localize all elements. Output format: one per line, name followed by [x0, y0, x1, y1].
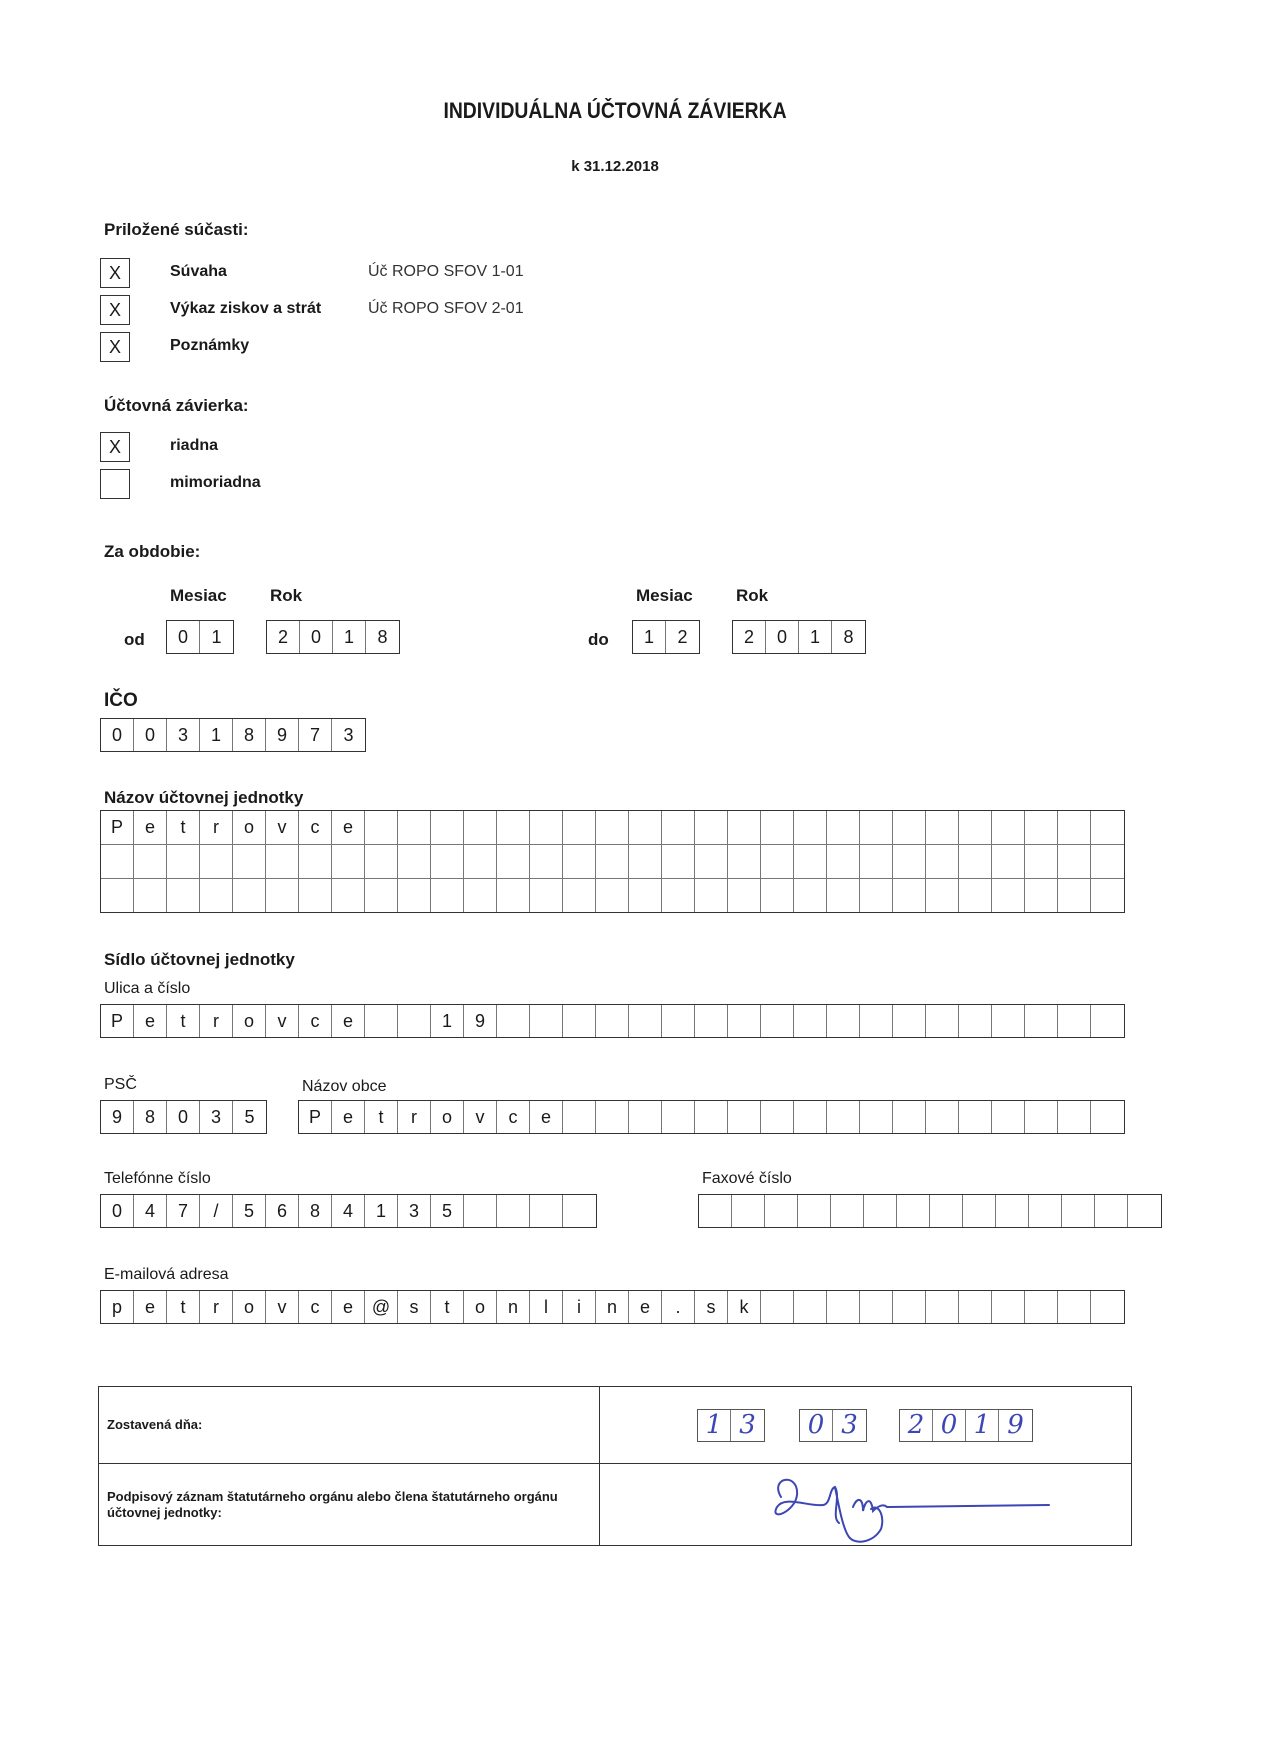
char-cell: 8: [843, 627, 854, 647]
char-cell: [864, 1195, 897, 1227]
char-cell: e: [134, 1005, 167, 1037]
char-cell: 2: [677, 627, 688, 647]
char-cell: [596, 845, 629, 878]
compiled-month-field[interactable]: [799, 1409, 867, 1442]
char-cell: s: [398, 1291, 431, 1323]
char-cell: 1: [365, 1195, 398, 1227]
char-cell: v: [266, 811, 299, 844]
phone-label: Telefónne číslo: [104, 1170, 211, 1187]
char-cell: o: [233, 1005, 266, 1037]
char-cell: 8: [377, 627, 388, 647]
char-cell: [728, 1005, 761, 1037]
char-cell: [530, 811, 563, 844]
char-cell: 0: [101, 1195, 134, 1227]
char-cell: [992, 879, 1025, 912]
char-cell: [761, 1291, 794, 1323]
to-month-field[interactable]: [632, 620, 700, 654]
char-cell: [827, 879, 860, 912]
char-cell: [959, 1101, 992, 1133]
char-cell: [1025, 1005, 1058, 1037]
char-cell: [101, 845, 134, 878]
char-cell: [827, 845, 860, 878]
char-cell: [926, 879, 959, 912]
char-cell: [596, 1101, 629, 1133]
signature-label: Podpisový záznam štatutárneho orgánu alebo člena štatutárneho orgánu účtovnej jednotky:: [107, 1489, 558, 1520]
city-label: Názov obce: [302, 1078, 387, 1095]
char-cell: 5: [431, 1195, 464, 1227]
char-cell: r: [398, 1101, 431, 1133]
char-cell: 2: [733, 621, 766, 653]
as-of-date: k 31.12.2018: [571, 158, 659, 175]
char-cell: [365, 811, 398, 844]
checkbox[interactable]: X: [100, 295, 130, 325]
char-cell: [926, 845, 959, 878]
char-cell: [926, 1291, 959, 1323]
char-cell: 1: [431, 1005, 464, 1037]
char-cell: [200, 879, 233, 912]
char-cell: e: [332, 1101, 365, 1133]
char-cell: t: [167, 1291, 200, 1323]
checkbox[interactable]: [100, 469, 130, 499]
char-cell: [563, 879, 596, 912]
char-cell: [497, 1005, 530, 1037]
char-cell: [1058, 811, 1091, 844]
char-cell: [662, 845, 695, 878]
char-cell: [134, 879, 167, 912]
char-cell: o: [431, 1101, 464, 1133]
char-cell: 3: [739, 1410, 756, 1440]
char-cell: c: [299, 811, 332, 844]
char-cell: P: [299, 1101, 332, 1133]
char-cell: 1: [799, 621, 832, 653]
char-cell: [893, 1101, 926, 1133]
page-title: INDIVIDUÁLNA ÚČTOVNÁ ZÁVIERKA: [443, 98, 787, 123]
char-cell: [860, 1291, 893, 1323]
char-cell: 9: [464, 1005, 497, 1037]
char-cell: [431, 879, 464, 912]
entity-name-row: [101, 811, 1124, 845]
char-cell: [1025, 811, 1058, 844]
char-cell: t: [431, 1291, 464, 1323]
char-cell: [860, 1005, 893, 1037]
char-cell: [761, 879, 794, 912]
char-cell: [893, 811, 926, 844]
char-cell: r: [200, 1291, 233, 1323]
char-cell: 5: [233, 1195, 266, 1227]
char-cell: [926, 811, 959, 844]
char-cell: [167, 845, 200, 878]
char-cell: [860, 845, 893, 878]
period-heading: Za obdobie:: [104, 542, 201, 561]
compiled-year-field[interactable]: [899, 1409, 1033, 1442]
char-cell: 3: [398, 1195, 431, 1227]
char-cell: [497, 1195, 530, 1227]
form-code: Úč ROPO SFOV 2-01: [368, 300, 524, 317]
char-cell: [233, 845, 266, 878]
char-cell: [728, 879, 761, 912]
street-label: Ulica a číslo: [104, 980, 191, 997]
char-cell: n: [596, 1291, 629, 1323]
checkbox[interactable]: X: [100, 332, 130, 362]
closing-type-heading: Účtovná závierka:: [104, 396, 249, 415]
char-cell: P: [101, 1005, 134, 1037]
char-cell: 1: [633, 621, 666, 653]
signature-divider-horizontal: [99, 1463, 1131, 1464]
char-cell: [266, 845, 299, 878]
char-cell: [299, 845, 332, 878]
char-cell: [233, 879, 266, 912]
char-cell: 2: [900, 1410, 933, 1441]
char-cell: [695, 1101, 728, 1133]
char-cell: 5: [244, 1107, 255, 1127]
char-cell: [893, 1005, 926, 1037]
char-cell: c: [299, 1005, 332, 1037]
char-cell: [101, 879, 134, 912]
char-cell: [365, 845, 398, 878]
char-cell: [959, 811, 992, 844]
char-cell: [398, 845, 431, 878]
char-cell: [563, 1101, 596, 1133]
char-cell: [662, 879, 695, 912]
char-cell: [1058, 1291, 1091, 1323]
signature-divider-vertical: [599, 1387, 600, 1545]
char-cell: [1029, 1195, 1062, 1227]
char-cell: [662, 1005, 695, 1037]
char-cell: [1091, 879, 1124, 912]
char-cell: n: [497, 1291, 530, 1323]
char-cell: [893, 845, 926, 878]
char-cell: [563, 811, 596, 844]
char-cell: [926, 1101, 959, 1133]
char-cell: [1091, 845, 1124, 878]
checkbox[interactable]: X: [100, 258, 130, 288]
checkbox-label: Poznámky: [170, 337, 250, 354]
char-cell: [794, 1005, 827, 1037]
char-cell: 0: [800, 1410, 833, 1441]
char-cell: 6: [266, 1195, 299, 1227]
char-cell: o: [464, 1291, 497, 1323]
char-cell: 8: [299, 1195, 332, 1227]
char-cell: 9: [101, 1101, 134, 1133]
char-cell: o: [233, 811, 266, 844]
char-cell: [860, 1101, 893, 1133]
char-cell: [959, 845, 992, 878]
char-cell: 1: [333, 621, 366, 653]
char-cell: [765, 1195, 798, 1227]
char-cell: [629, 811, 662, 844]
entity-name-row: [101, 845, 1124, 879]
checkbox-label: mimoriadna: [170, 474, 261, 491]
char-cell: l: [530, 1291, 563, 1323]
char-cell: [332, 845, 365, 878]
char-cell: [563, 845, 596, 878]
char-cell: [398, 1005, 431, 1037]
char-cell: [695, 879, 728, 912]
entity-name-field[interactable]: [100, 810, 1125, 913]
char-cell: [794, 1101, 827, 1133]
char-cell: e: [134, 1291, 167, 1323]
char-cell: 0: [134, 719, 167, 751]
ico-field[interactable]: [100, 718, 366, 752]
char-cell: t: [167, 811, 200, 844]
char-cell: [332, 879, 365, 912]
char-cell: [1091, 1291, 1124, 1323]
char-cell: 0: [300, 621, 333, 653]
char-cell: [1091, 1101, 1124, 1133]
handwritten-signature: [759, 1467, 1059, 1551]
char-cell: [959, 879, 992, 912]
to-year-field[interactable]: [732, 620, 866, 654]
char-cell: r: [200, 1005, 233, 1037]
char-cell: [794, 845, 827, 878]
compiled-day-field[interactable]: [697, 1409, 765, 1442]
char-cell: [1025, 1291, 1058, 1323]
char-cell: /: [200, 1195, 233, 1227]
char-cell: [497, 811, 530, 844]
char-cell: [200, 845, 233, 878]
char-cell: 1: [200, 719, 233, 751]
char-cell: v: [266, 1005, 299, 1037]
to-month-label: Mesiac: [636, 586, 693, 605]
char-cell: [1062, 1195, 1095, 1227]
char-cell: [926, 1005, 959, 1037]
char-cell: [464, 845, 497, 878]
char-cell: c: [497, 1101, 530, 1133]
ico-label: IČO: [104, 690, 138, 711]
char-cell: [365, 879, 398, 912]
char-cell: [629, 1101, 662, 1133]
to-year-label: Rok: [736, 586, 769, 605]
char-cell: v: [464, 1101, 497, 1133]
char-cell: [963, 1195, 996, 1227]
char-cell: i: [563, 1291, 596, 1323]
char-cell: [596, 811, 629, 844]
char-cell: [398, 811, 431, 844]
char-cell: [728, 845, 761, 878]
char-cell: [996, 1195, 1029, 1227]
char-cell: [794, 1291, 827, 1323]
char-cell: 0: [101, 719, 134, 751]
char-cell: [1058, 879, 1091, 912]
char-cell: [728, 811, 761, 844]
char-cell: [761, 1101, 794, 1133]
char-cell: e: [629, 1291, 662, 1323]
char-cell: [992, 1005, 1025, 1037]
from-month-label: Mesiac: [170, 586, 227, 605]
compiled-date-label: Zostavená dňa:: [107, 1417, 203, 1432]
char-cell: [530, 1195, 563, 1227]
char-cell: [860, 811, 893, 844]
from-month-field[interactable]: [166, 620, 234, 654]
char-cell: p: [101, 1291, 134, 1323]
char-cell: 9: [1007, 1410, 1024, 1440]
char-cell: 4: [332, 1195, 365, 1227]
char-cell: [1058, 1101, 1091, 1133]
char-cell: [530, 879, 563, 912]
psc-label: PSČ: [104, 1076, 137, 1093]
char-cell: [992, 845, 1025, 878]
char-cell: k: [728, 1291, 761, 1323]
char-cell: [1095, 1195, 1128, 1227]
char-cell: [728, 1101, 761, 1133]
char-cell: [761, 845, 794, 878]
char-cell: 9: [266, 719, 299, 751]
attachments-heading: Priložené súčasti:: [104, 220, 249, 239]
fax-label: Faxové číslo: [702, 1170, 792, 1187]
char-cell: 8: [134, 1101, 167, 1133]
to-label: do: [588, 630, 609, 649]
form-code: Úč ROPO SFOV 1-01: [368, 263, 524, 280]
char-cell: [299, 879, 332, 912]
char-cell: [497, 879, 530, 912]
entity-name-row: [101, 879, 1124, 912]
char-cell: [431, 811, 464, 844]
char-cell: 3: [167, 719, 200, 751]
char-cell: 0: [933, 1410, 966, 1441]
char-cell: [497, 845, 530, 878]
char-cell: t: [365, 1101, 398, 1133]
char-cell: [464, 811, 497, 844]
char-cell: c: [299, 1291, 332, 1323]
char-cell: e: [332, 1291, 365, 1323]
char-cell: [831, 1195, 864, 1227]
char-cell: 0: [167, 621, 200, 653]
char-cell: e: [332, 1005, 365, 1037]
char-cell: [1058, 1005, 1091, 1037]
char-cell: [134, 845, 167, 878]
email-label: E-mailová adresa: [104, 1266, 229, 1283]
seat-heading: Sídlo účtovnej jednotky: [104, 950, 295, 969]
char-cell: [827, 1291, 860, 1323]
char-cell: .: [662, 1291, 695, 1323]
char-cell: e: [530, 1101, 563, 1133]
char-cell: [827, 811, 860, 844]
char-cell: [699, 1195, 732, 1227]
from-year-field[interactable]: [266, 620, 400, 654]
char-cell: 4: [134, 1195, 167, 1227]
char-cell: [266, 879, 299, 912]
street-field[interactable]: [100, 1004, 1125, 1038]
char-cell: @: [365, 1291, 398, 1323]
from-label: od: [124, 630, 145, 649]
char-cell: [860, 879, 893, 912]
char-cell: [1091, 811, 1124, 844]
char-cell: e: [134, 811, 167, 844]
city-field[interactable]: [298, 1100, 1125, 1134]
char-cell: [431, 845, 464, 878]
char-cell: [629, 879, 662, 912]
char-cell: [695, 845, 728, 878]
char-cell: 7: [167, 1195, 200, 1227]
char-cell: [761, 1005, 794, 1037]
char-cell: [1025, 1101, 1058, 1133]
char-cell: 1: [966, 1410, 999, 1441]
char-cell: [1058, 845, 1091, 878]
char-cell: P: [101, 811, 134, 844]
char-cell: [695, 811, 728, 844]
char-cell: [893, 1291, 926, 1323]
char-cell: 1: [698, 1410, 731, 1441]
char-cell: [365, 1005, 398, 1037]
char-cell: s: [695, 1291, 728, 1323]
char-cell: [530, 1005, 563, 1037]
char-cell: [827, 1101, 860, 1133]
char-cell: [893, 879, 926, 912]
char-cell: [930, 1195, 963, 1227]
entity-name-label: Názov účtovnej jednotky: [104, 788, 304, 807]
char-cell: [695, 1005, 728, 1037]
char-cell: [794, 811, 827, 844]
fax-field[interactable]: [698, 1194, 1162, 1228]
char-cell: [992, 1291, 1025, 1323]
checkbox[interactable]: X: [100, 432, 130, 462]
char-cell: [959, 1291, 992, 1323]
checkbox-label: Súvaha: [170, 263, 227, 280]
char-cell: 3: [343, 725, 354, 745]
char-cell: o: [233, 1291, 266, 1323]
char-cell: [1128, 1195, 1161, 1227]
char-cell: [827, 1005, 860, 1037]
checkbox-label: Výkaz ziskov a strát: [170, 300, 322, 317]
char-cell: [563, 1195, 596, 1227]
email-field[interactable]: [100, 1290, 1125, 1324]
char-cell: [1025, 879, 1058, 912]
char-cell: [398, 879, 431, 912]
char-cell: [662, 811, 695, 844]
char-cell: 3: [200, 1101, 233, 1133]
char-cell: [897, 1195, 930, 1227]
char-cell: [798, 1195, 831, 1227]
char-cell: [596, 1005, 629, 1037]
char-cell: [629, 1005, 662, 1037]
char-cell: 7: [299, 719, 332, 751]
signature-section: [98, 1386, 1132, 1546]
char-cell: e: [332, 811, 365, 844]
char-cell: [992, 1101, 1025, 1133]
char-cell: t: [167, 1005, 200, 1037]
char-cell: 2: [267, 621, 300, 653]
char-cell: [530, 845, 563, 878]
checkbox-label: riadna: [170, 437, 219, 454]
char-cell: [1091, 1005, 1124, 1037]
char-cell: 8: [233, 719, 266, 751]
char-cell: 1: [211, 627, 222, 647]
char-cell: 0: [167, 1101, 200, 1133]
char-cell: [464, 879, 497, 912]
char-cell: [596, 879, 629, 912]
char-cell: 0: [766, 621, 799, 653]
char-cell: [992, 811, 1025, 844]
from-year-label: Rok: [270, 586, 303, 605]
char-cell: [732, 1195, 765, 1227]
char-cell: [167, 879, 200, 912]
char-cell: [761, 811, 794, 844]
char-cell: [662, 1101, 695, 1133]
char-cell: v: [266, 1291, 299, 1323]
char-cell: [794, 879, 827, 912]
char-cell: [464, 1195, 497, 1227]
char-cell: r: [200, 811, 233, 844]
char-cell: [629, 845, 662, 878]
char-cell: 3: [841, 1410, 858, 1440]
char-cell: [1025, 845, 1058, 878]
psc-field[interactable]: [100, 1100, 267, 1134]
char-cell: [959, 1005, 992, 1037]
char-cell: [563, 1005, 596, 1037]
phone-field[interactable]: [100, 1194, 597, 1228]
